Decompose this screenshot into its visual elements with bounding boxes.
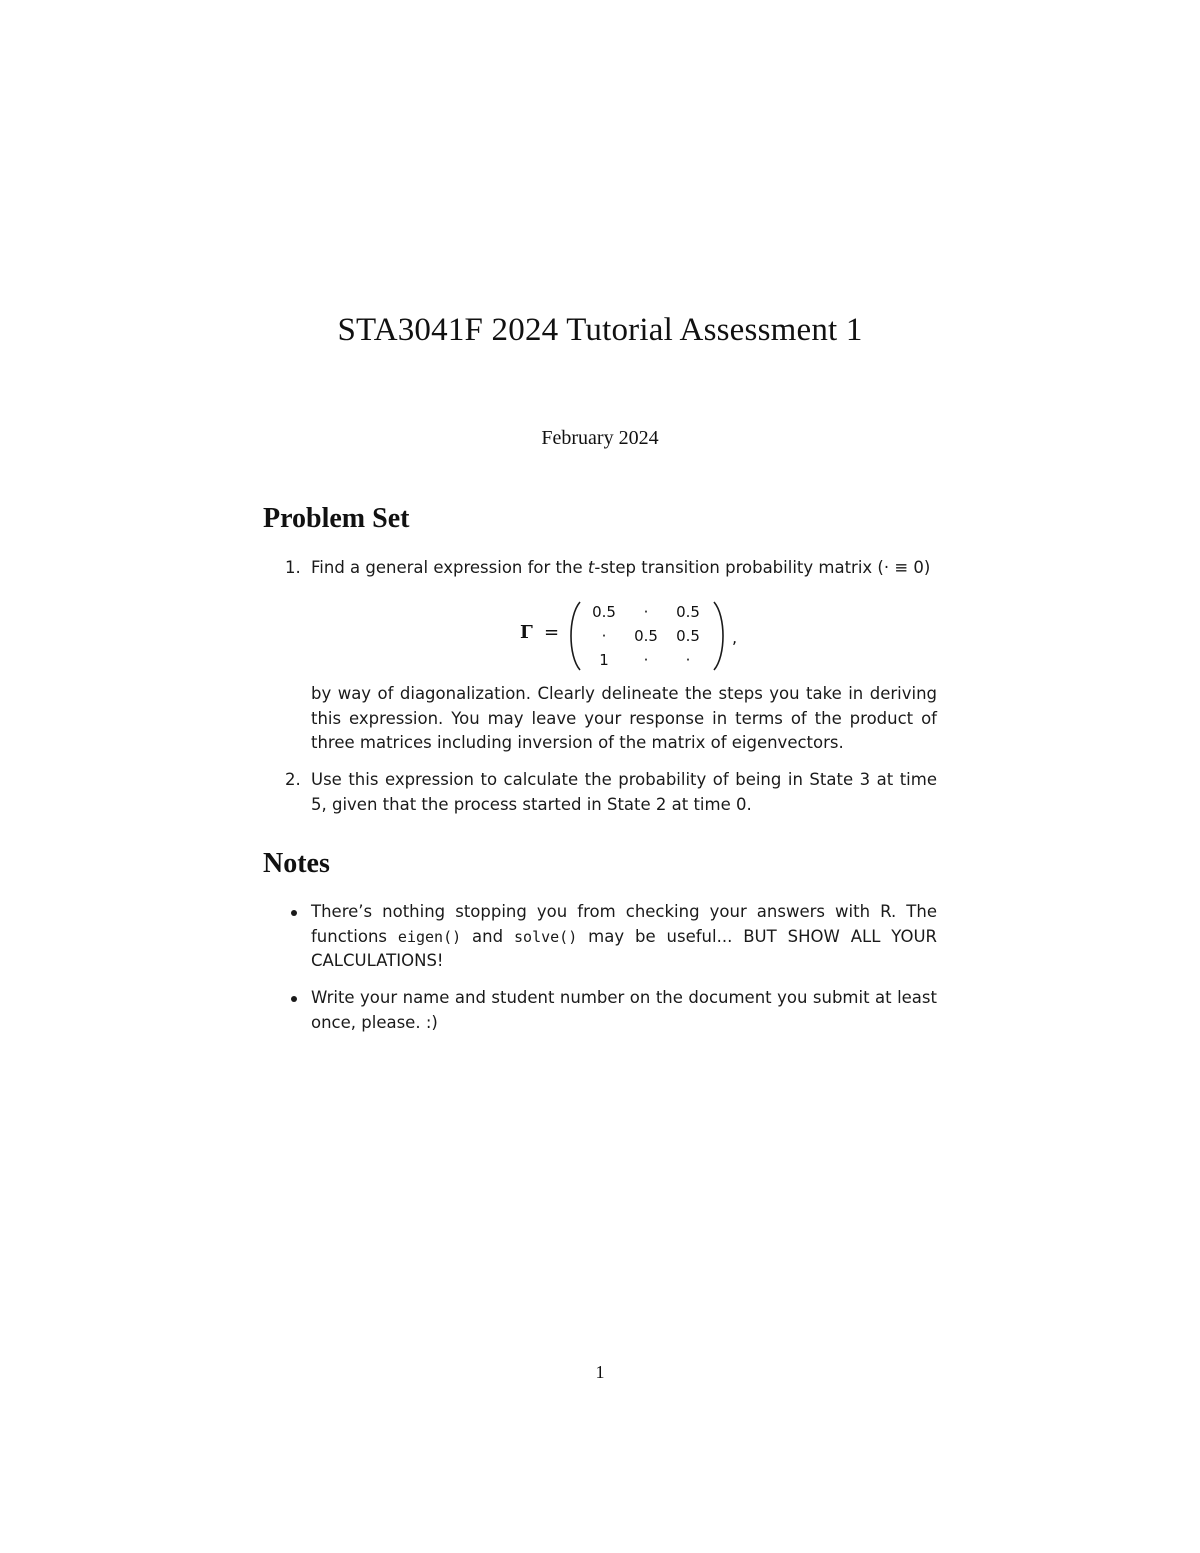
note-1-text (311, 900, 937, 974)
matrix-symbol: Γ (520, 622, 533, 643)
note-1-text-a: There’s nothing stopping you from checking your answers with R. The functions (311, 902, 937, 946)
code-eigen: eigen() (397, 927, 462, 946)
document-date: February 2024 (541, 427, 659, 449)
left-parenthesis-icon (564, 600, 584, 672)
problem-1-text-before: Find a general expression for the (311, 558, 588, 577)
page-number: 1 (595, 1362, 605, 1382)
problem-item-1-continued (263, 682, 943, 756)
note-1-text-b: and (461, 926, 515, 946)
problem-item-1 (263, 556, 943, 581)
right-parenthesis-icon (710, 600, 730, 672)
matrix-cell: · (643, 651, 649, 669)
matrix-cell: 0.5 (634, 627, 658, 645)
problem-2-text: Use this expression to calculate the probability of being in State 3 at time 5, given that the process started in State 2 at time 0. (311, 770, 937, 814)
notes-heading: Notes (263, 848, 330, 879)
problem-item-2 (263, 768, 943, 817)
bullet-icon (291, 996, 297, 1002)
code-solve: solve() (514, 927, 578, 946)
problem-number-1: 1. (285, 558, 301, 577)
matrix-cell: · (643, 603, 649, 621)
note-item-1 (263, 900, 943, 974)
matrix-trailing-comma: , (732, 628, 738, 647)
matrix-cell: 1 (599, 651, 609, 669)
problem-1-continuation: by way of diagonalization. Clearly delineate the steps you take in deriving this expression. You may leave your response in terms of the product of three matrices including inversion of the matrix of eigenvectors. (311, 684, 937, 752)
matrix-cell: · (601, 627, 607, 645)
matrix-cell: 0.5 (592, 603, 616, 621)
problem-number-2: 2. (285, 770, 301, 789)
note-1-text-c: may be useful... BUT SHOW ALL YOUR CALCULATIONS! (311, 926, 937, 970)
note-item-2 (263, 986, 943, 1035)
problem-1-text-after: -step transition probability matrix (· ≡ 0) (594, 558, 931, 577)
problem-1-intro (311, 556, 937, 581)
matrix-entries (582, 600, 710, 672)
problem-1-variable: t (587, 558, 595, 577)
matrix-equals: = (544, 622, 560, 643)
transition-matrix (520, 600, 740, 672)
bullet-icon (291, 910, 297, 916)
matrix-cell: · (685, 651, 691, 669)
matrix-cell: 0.5 (676, 603, 700, 621)
document-title: STA3041F 2024 Tutorial Assessment 1 (337, 312, 863, 348)
note-2-text: Write your name and student number on the document you submit at least once, please. :) (311, 988, 937, 1032)
problem-set-heading: Problem Set (263, 503, 410, 534)
matrix-cell: 0.5 (676, 627, 700, 645)
